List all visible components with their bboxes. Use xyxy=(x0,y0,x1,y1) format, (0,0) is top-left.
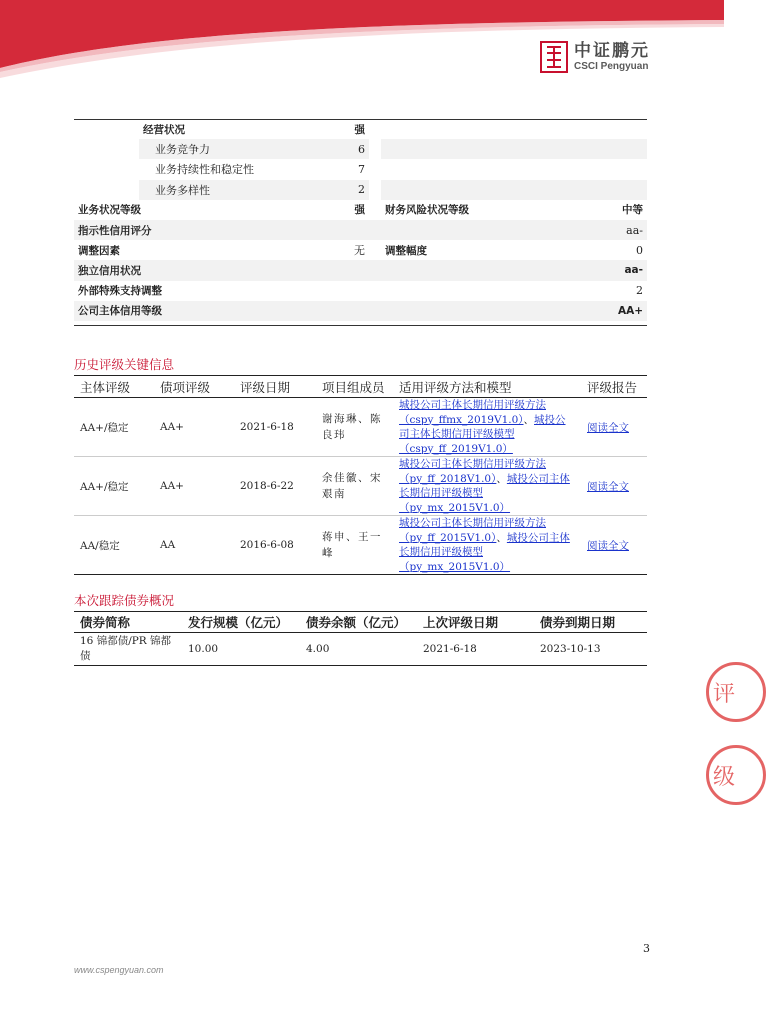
maturity-date: 2023-10-13 xyxy=(534,633,647,666)
summary-table xyxy=(74,119,647,321)
bond-name: 16 锦都债/PR 锦都债 xyxy=(74,633,182,666)
read-full-link[interactable]: 阅读全文 xyxy=(587,539,629,552)
history-header-row xyxy=(74,376,647,398)
history-header: 适用评级方法和模型 xyxy=(393,376,581,398)
adjust-factor-value: 无 xyxy=(354,244,365,258)
bonds-header: 发行规模（亿元） xyxy=(182,612,300,633)
methodology xyxy=(393,516,581,575)
read-full-link[interactable]: 阅读全文 xyxy=(587,421,629,434)
issue-size: 10.00 xyxy=(182,633,300,666)
external-support-label: 外部特殊支持调整 xyxy=(78,285,162,298)
history-table xyxy=(74,375,647,575)
method-separator: 、 xyxy=(496,472,507,485)
method-link[interactable]: 城投公司主体长期信用评级方法（py_ff_2018V1.0） xyxy=(399,458,546,485)
sub-item-label: 业务竞争力 xyxy=(139,139,289,159)
table-row xyxy=(74,633,647,666)
issuer-rating: AA+/稳定 xyxy=(74,398,154,457)
indicative-score-value: aa- xyxy=(626,223,643,237)
external-support-value: 2 xyxy=(636,284,643,298)
history-header: 评级报告 xyxy=(581,376,647,398)
bonds-header: 债券余额（亿元） xyxy=(300,612,417,633)
seal-stamp-top: 评 xyxy=(706,662,724,702)
model-link[interactable]: 城投公司主体长期信用评级模型（cspy_ff_2019V1.0） xyxy=(399,413,566,455)
sub-item-label: 业务多样性 xyxy=(139,180,289,200)
sub-item-label: 业务持续性和稳定性 xyxy=(155,163,254,177)
bond-balance: 4.00 xyxy=(300,633,417,666)
team-members: 蒋申、王一峰 xyxy=(316,516,393,575)
bonds-section-title: 本次跟踪债券概况 xyxy=(74,593,175,608)
business-grade-label: 业务状况等级 xyxy=(78,204,141,217)
financial-risk-value: 中等 xyxy=(622,204,643,217)
adjust-range-value: 0 xyxy=(636,243,643,257)
business-grade-value: 强 xyxy=(354,204,365,217)
last-rating-date: 2021-6-18 xyxy=(417,633,534,666)
bonds-header-row xyxy=(74,612,647,633)
sub-item-value: 6 xyxy=(289,139,369,159)
brand-name-en: CSCI Pengyuan xyxy=(574,60,649,72)
model-link[interactable]: 城投公司主体长期信用评级模型（py_mx_2015V1.0） xyxy=(399,531,570,573)
history-header: 评级日期 xyxy=(234,376,316,398)
rating-date: 2016-6-08 xyxy=(234,516,316,575)
issuer-rating-value: AA+ xyxy=(617,304,643,317)
method-link[interactable]: 城投公司主体长期信用评级方法（py_ff_2015V1.0） xyxy=(399,517,546,544)
logo-mark-icon xyxy=(540,41,568,73)
issuer-rating-label: 公司主体信用等级 xyxy=(78,305,162,318)
standalone-value: aa- xyxy=(624,264,643,277)
methodology xyxy=(393,457,581,516)
team-members: 余佳徽、宋艰南 xyxy=(316,457,393,516)
methodology xyxy=(393,398,581,457)
rating-date: 2018-6-22 xyxy=(234,457,316,516)
issuer-rating: AA/稳定 xyxy=(74,516,154,575)
table-row xyxy=(74,457,647,516)
team-members: 谢海琳、陈良玮 xyxy=(316,398,393,457)
history-header: 主体评级 xyxy=(74,376,154,398)
bonds-table xyxy=(74,611,647,666)
bonds-header: 债券简称 xyxy=(74,612,182,633)
financial-risk-label: 财务风险状况等级 xyxy=(385,204,469,217)
brand-name-cn: 中证鹏元 xyxy=(574,40,650,61)
adjust-range-label: 调整幅度 xyxy=(385,244,427,257)
sub-item-value: 7 xyxy=(358,162,365,176)
standalone-label: 独立信用状况 xyxy=(78,264,141,277)
method-separator: 、 xyxy=(496,531,507,544)
method-link[interactable]: 城投公司主体长期信用评级方法（cspy_ffmx_2019V1.0） xyxy=(399,399,546,426)
read-full-link[interactable]: 阅读全文 xyxy=(587,480,629,493)
sub-item-value: 2 xyxy=(289,180,369,200)
model-link[interactable]: 城投公司主体长期信用评级模型（py_mx_2015V1.0） xyxy=(399,472,570,514)
rating-date: 2021-6-18 xyxy=(234,398,316,457)
table-row xyxy=(74,516,647,575)
history-section-title: 历史评级关键信息 xyxy=(74,357,175,372)
adjust-factor-label: 调整因素 xyxy=(78,244,120,257)
bonds-header: 上次评级日期 xyxy=(417,612,534,633)
brand-logo xyxy=(540,41,650,73)
history-header: 债项评级 xyxy=(154,376,234,398)
issuer-rating: AA+/稳定 xyxy=(74,457,154,516)
operations-label: 经营状况 xyxy=(143,123,185,136)
page-number: 3 xyxy=(643,942,650,955)
method-separator: 、 xyxy=(523,413,535,426)
table-row xyxy=(74,398,647,457)
summary-bottom-rule xyxy=(74,325,647,326)
footer-url: www.cspengyuan.com xyxy=(74,965,164,975)
bond-rating: AA+ xyxy=(154,398,234,457)
bond-rating: AA xyxy=(154,516,234,575)
bonds-header: 债券到期日期 xyxy=(534,612,647,633)
indicative-score-label: 指示性信用评分 xyxy=(78,224,152,237)
operations-value: 强 xyxy=(354,123,365,136)
seal-stamp-bottom: 级 xyxy=(706,745,724,800)
history-header: 项目组成员 xyxy=(316,376,393,398)
bond-rating: AA+ xyxy=(154,457,234,516)
